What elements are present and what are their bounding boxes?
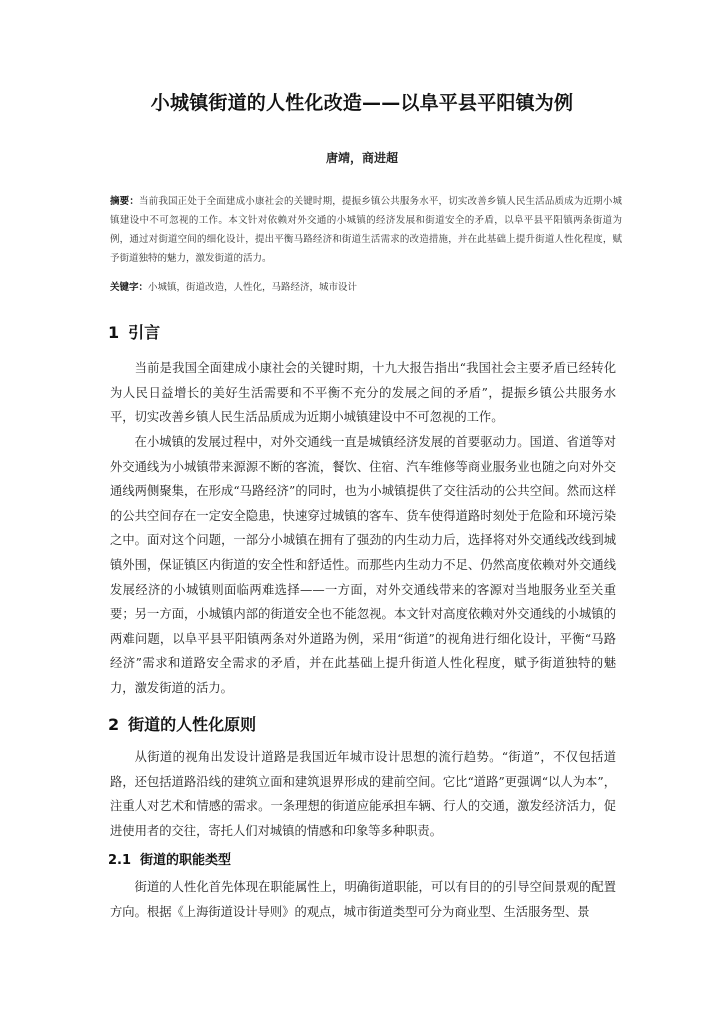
keywords [110,278,622,297]
section-1-paragraph-2: 在小城镇的发展过程中，对外交通线一直是城镇经济发展的首要驱动力。国道、省道等对外交通线为小城镇带来源源不断的客流，餐饮、住宿、汽车维修等商业服务业也随之向对外交通线两侧聚集，在形成“马路经济”的同时，也为小城镇提供了交往活动的公共空间。然而这样的公共空间存在一定安全隐患，快速穿过城镇的客车、货车使得道路时刻处于危险和环境污染之中。面对这个问题，一部分小城镇在拥有了强劲的内生动力后，选择将对外交通线改线到城镇外围，保证镇区内街道的安全性和舒适性。而那些内生动力不足、仍然高度依赖对外交通线发展经济的小城镇则面临两难选择——一方面，对外交通线带来的客源对当地服务业至关重要；另一方面，小城镇内部的街道安全也不能忽视。本文针对高度依赖对外交通线的小城镇的两难问题，以阜平县平阳镇两条对外道路为例，采用“街道”的视角进行细化设计，平衡“马路经济”需求和道路安全需求的矛盾，并在此基础上提升街道人性化程度，赋予街道独特的魅力，激发街道的活力。 [110,435,616,695]
abstract-label: 摘要： [110,196,139,207]
section-2-number: 2 [108,715,120,734]
section-1-paragraph-1: 当前是我国全面建成小康社会的关键时期，十九大报告指出“我国社会主要矛盾已经转化为人民日益增长的美好生活需要和不平衡不充分的发展之间的矛盾”，提振乡镇公共服务水平，切实改善乡镇人民生活品质成为近期小城镇建设中不可忽视的工作。 [110,361,616,425]
section-1-title: 引言 [128,323,161,342]
section-1-heading [108,320,160,343]
paper-title: 小城镇街道的人性化改造——以阜平县平阳镇为例 [150,92,574,114]
section-2-1-heading [108,849,231,868]
section-2-paragraph-1: 从街道的视角出发设计道路是我国近年城市设计思想的流行趋势。“街道”，不仅包括道路，还包括道路沿线的建筑立面和建筑退界形成的建前空间。它比“道路”更强调“以人为本”，注重人对艺术和情感的需求。一条理想的街道应能承担车辆、行人的交通，激发经济活力，促进使用者的交往，寄托人们对城镇的情感和印象等多种职责。 [110,750,616,838]
section-2-title: 街道的人性化原则 [128,715,257,734]
keywords-label: 关键字： [110,282,149,293]
section-2-1-title: 街道的职能类型 [140,853,232,868]
section-2-1-number: 2.1 [108,853,132,868]
section-2-heading [108,712,256,735]
abstract-text: 当前我国正处于全面建成小康社会的关键时期，提振乡镇公共服务水平，切实改善乡镇人民生活品质成为近期小城镇建设中不可忽视的工作。本文针对依赖对外交通的小城镇的经济发展和街道安全的矛盾，以阜平县平阳镇两条街道为例，通过对街道空间的细化设计，提出平衡马路经济和街道生活需求的改造措施，并在此基础上提升街道人性化程度，赋予街道独特的魅力，激发街道的活力。 [110,196,622,264]
keywords-text: 小城镇，街道改造，人性化，马路经济，城市设计 [148,282,358,293]
section-2-1-paragraph-1: 街道的人性化首先体现在职能属性上，明确街道职能，可以有目的的引导空间景观的配置方向。根据《上海街道设计导则》的观点，城市街道类型可分为商业型、生活服务型、景 [110,880,616,919]
paper-authors: 唐靖，商进超 [325,151,398,165]
section-1-number: 1 [108,323,120,342]
abstract [110,192,622,268]
